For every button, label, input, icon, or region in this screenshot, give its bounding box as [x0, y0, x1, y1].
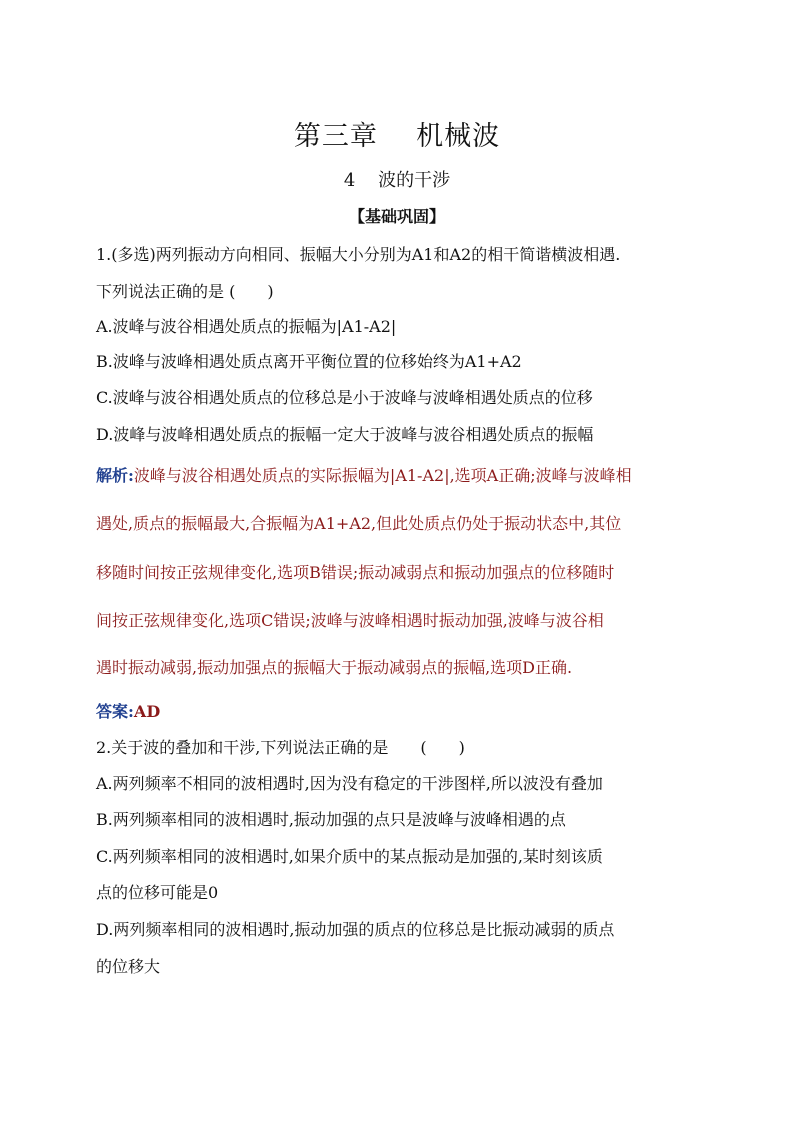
q2-option-a: A.两列频率不相同的波相遇时,因为没有稳定的干涉图样,所以波没有叠加 [96, 774, 603, 793]
q2-option-d-line-2: 的位移大 [96, 957, 161, 976]
analysis-label: 解析: [96, 466, 134, 485]
answer-label: 答案: [96, 702, 134, 721]
q1-answer [96, 701, 706, 723]
q2-option-d-line-1: D.两列频率相同的波相遇时,振动加强的质点的位移总是比振动减弱的质点 [96, 920, 615, 939]
q2-stem: 2.关于波的叠加和干涉,下列说法正确的是 ( ) [96, 738, 465, 757]
q1-analysis-line-3: 移随时间按正弦规律变化,选项B错误;振动减弱点和振动加强点的位移随时 [96, 563, 615, 582]
q1-option-d: D.波峰与波峰相遇处质点的振幅一定大于波峰与波谷相遇处质点的振幅 [96, 425, 594, 444]
q2-option-c-line-1: C.两列频率相同的波相遇时,如果介质中的某点振动是加强的,某时刻该质 [96, 847, 603, 866]
group-label: 【基础巩固】 [348, 207, 445, 226]
q1-analysis-line-4: 间按正弦规律变化,选项C错误;波峰与波峰相遇时振动加强,波峰与波谷相 [96, 611, 604, 630]
q1-analysis-line-2: 遇处,质点的振幅最大,合振幅为A1+A2,但此处质点仍处于振动状态中,其位 [96, 514, 622, 533]
q1-stem-line-2: 下列说法正确的是 ( ) [96, 282, 274, 301]
q2-option-b: B.两列频率相同的波相遇时,振动加强的点只是波峰与波峰相遇的点 [96, 810, 566, 829]
chapter-title: 第三章 机械波 [293, 121, 501, 152]
q1-option-c: C.波峰与波谷相遇处质点的位移总是小于波峰与波峰相遇处质点的位移 [96, 388, 593, 407]
q2-option-c-line-2: 点的位移可能是0 [96, 883, 219, 902]
q1-option-b: B.波峰与波峰相遇处质点离开平衡位置的位移始终为A1+A2 [96, 352, 522, 371]
answer-value: AD [133, 702, 161, 721]
section-title: 4 波的干涉 [343, 170, 451, 191]
q1-analysis-line-5: 遇时振动减弱,振动加强点的振幅大于振动减弱点的振幅,选项D正确. [96, 658, 573, 677]
q1-analysis-line-1 [96, 465, 706, 487]
q1-option-a: A.波峰与波谷相遇处质点的振幅为|A1-A2| [96, 317, 397, 336]
q1-stem-line-1: 1.(多选)两列振动方向相同、振幅大小分别为A1和A2的相干简谐横波相遇. [96, 245, 621, 264]
analysis-text-1: 波峰与波谷相遇处质点的实际振幅为|A1-A2|,选项A正确;波峰与波峰相 [133, 466, 632, 485]
